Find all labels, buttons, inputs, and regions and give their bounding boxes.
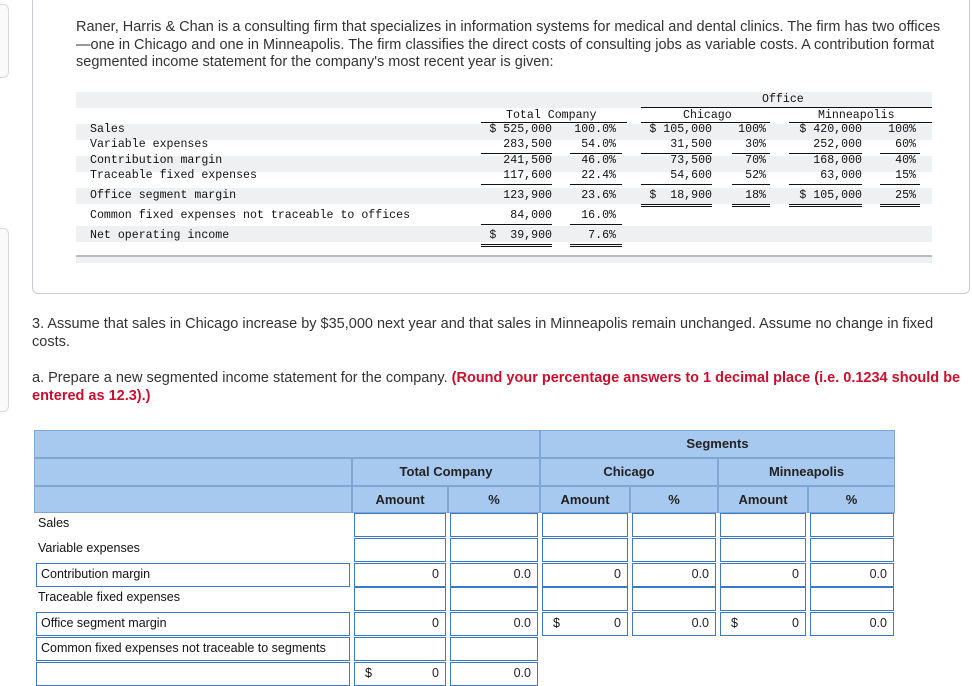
- total-percent-value: 0.0: [450, 563, 538, 587]
- stmt-value: 100.0%: [574, 123, 616, 136]
- dollar-sign: $: [553, 616, 560, 630]
- left-rail: [0, 0, 10, 682]
- col-total-company: Total Company: [506, 109, 597, 122]
- stmt-value: 60%: [895, 138, 916, 151]
- minneapolis-header: Minneapolis: [718, 458, 895, 486]
- chicago-percent-input[interactable]: [632, 538, 716, 562]
- stmt-label: Office segment margin: [90, 189, 237, 202]
- stmt-value: $ 105,000: [799, 189, 862, 202]
- stmt-value: 100%: [888, 123, 916, 136]
- office-header: Office: [762, 93, 804, 106]
- stmt-value: 252,000: [813, 138, 862, 151]
- minneapolis-percent-input[interactable]: [810, 513, 894, 537]
- rule: [570, 244, 622, 245]
- total-percent-input[interactable]: [450, 538, 538, 562]
- stmt-value: 283,500: [503, 138, 552, 151]
- stmt-value: 31,500: [670, 138, 712, 151]
- stmt-value: 123,900: [503, 189, 552, 202]
- header-blank: [34, 458, 352, 486]
- rule: [789, 184, 862, 185]
- row-label-common-fixed-expenses[interactable]: Common fixed expenses not traceable to segments: [36, 637, 350, 661]
- rule: [732, 204, 770, 205]
- col-minneapolis: Minneapolis: [818, 109, 895, 122]
- chicago-percent-value: 0.0: [632, 612, 716, 636]
- rule: [880, 204, 920, 205]
- col-chicago: Chicago: [683, 109, 732, 122]
- row-label-contribution-margin[interactable]: Contribution margin: [36, 563, 350, 587]
- question-a-text: a. Prepare a new segmented income statement for the company.: [32, 370, 448, 386]
- stmt-value: 15%: [895, 169, 916, 182]
- total-percent-input[interactable]: [450, 637, 538, 661]
- stmt-value: 52%: [745, 169, 766, 182]
- dollar-sign: $: [365, 666, 372, 680]
- chicago-amount-input[interactable]: [542, 587, 628, 611]
- stmt-value: 73,500: [670, 154, 712, 167]
- rule: [880, 206, 920, 207]
- total-percent-value: 0.0: [450, 612, 538, 636]
- stmt-value: $ 105,000: [649, 123, 712, 136]
- minneapolis-amount-input[interactable]: [720, 513, 806, 537]
- rule: [641, 184, 712, 185]
- rule: [570, 224, 622, 225]
- header-blank: [34, 430, 540, 458]
- minneapolis-amount-input[interactable]: [720, 587, 806, 611]
- given-income-statement: [76, 92, 932, 262]
- chicago-amount-value: 0: [542, 612, 628, 636]
- rule: [481, 244, 552, 245]
- total-amount-value: 0: [354, 612, 446, 636]
- row-label-sales: Sales: [38, 516, 70, 530]
- rule: [789, 204, 862, 205]
- minneapolis-percent-value: 0.0: [810, 612, 894, 636]
- minneapolis-amount-input[interactable]: [720, 538, 806, 562]
- chicago-percent-value: 0.0: [632, 563, 716, 587]
- stmt-value: 100%: [738, 123, 766, 136]
- stmt-value: 30%: [745, 138, 766, 151]
- row-label-traceable-fixed-expenses: Traceable fixed expenses: [38, 590, 180, 604]
- percent-header: %: [808, 486, 895, 513]
- rule: [732, 184, 770, 185]
- total-amount-input[interactable]: [354, 637, 446, 661]
- rail-tab[interactable]: [0, 228, 9, 412]
- row-label-office-segment-margin[interactable]: Office segment margin: [36, 612, 350, 636]
- stmt-value: 70%: [745, 154, 766, 167]
- minneapolis-percent-input[interactable]: [810, 538, 894, 562]
- chicago-amount-input[interactable]: [542, 513, 628, 537]
- stmt-value: 16.0%: [581, 209, 616, 222]
- minneapolis-amount-value: 0: [720, 612, 806, 636]
- amount-header: Amount: [540, 486, 630, 513]
- intro-paragraph: Raner, Harris & Chan is a consulting firm that specializes in information systems for medical and dental clinics. The firm has two offices—one in Chicago and one in Minneapolis. The firm classifies the direct costs of consulting jobs as variable costs. A contribution format segmented income statement for the company's most recent year is given:: [76, 19, 941, 70]
- amount-header: Amount: [718, 486, 808, 513]
- stmt-value: 22.4%: [581, 169, 616, 182]
- stmt-label: Traceable fixed expenses: [90, 169, 257, 182]
- total-percent-value: 0.0: [450, 662, 538, 686]
- rail-tab[interactable]: [0, 4, 9, 78]
- chicago-percent-input[interactable]: [632, 587, 716, 611]
- minneapolis-amount-value: 0: [720, 563, 806, 587]
- row-label-variable-expenses: Variable expenses: [38, 541, 140, 555]
- stmt-value: 23.6%: [581, 189, 616, 202]
- question-3: 3. Assume that sales in Chicago increase by $35,000 next year and that sales in Minneapolis remain unchanged. Assume no change in fixed costs.: [32, 316, 934, 350]
- stmt-value: $ 39,900: [489, 229, 552, 242]
- stmt-value: 241,500: [503, 154, 552, 167]
- stmt-value: 54.0%: [581, 138, 616, 151]
- rule: [641, 107, 932, 108]
- stmt-value: 84,000: [510, 209, 552, 222]
- segments-header: Segments: [540, 430, 895, 458]
- stmt-value: $ 525,000: [489, 123, 552, 136]
- total-percent-input[interactable]: [450, 587, 538, 611]
- minneapolis-percent-input[interactable]: [810, 587, 894, 611]
- blank-cell: [540, 637, 895, 661]
- stmt-value: 18%: [745, 189, 766, 202]
- rule: [641, 206, 712, 207]
- rule: [481, 224, 552, 225]
- dollar-sign: $: [731, 616, 738, 630]
- exhibit-bottom-rule: [76, 255, 932, 263]
- rule: [732, 206, 770, 207]
- rounding-instruction: (Round your percentage answers to 1 decimal place (i.e. 0.1234 should be entered as 12.3).): [32, 370, 961, 404]
- rule: [641, 204, 712, 205]
- rule: [570, 246, 622, 247]
- amount-header: Amount: [352, 486, 448, 513]
- stmt-value: 40%: [895, 154, 916, 167]
- total-amount-input[interactable]: [354, 587, 446, 611]
- total-amount-input[interactable]: [354, 538, 446, 562]
- chicago-amount-value: 0: [542, 563, 628, 587]
- stmt-value: 117,600: [503, 169, 552, 182]
- stmt-label: Net operating income: [90, 229, 230, 242]
- chicago-header: Chicago: [540, 458, 718, 486]
- stmt-value: 46.0%: [581, 154, 616, 167]
- total-amount-input[interactable]: [354, 513, 446, 537]
- stmt-label: Common fixed expenses not traceable to offices: [90, 209, 411, 222]
- rule: [570, 184, 622, 185]
- stmt-value: 63,000: [820, 169, 862, 182]
- question-a: [32, 369, 962, 405]
- stmt-value: 7.6%: [588, 229, 616, 242]
- stmt-value: 25%: [895, 189, 916, 202]
- stmt-value: 168,000: [813, 154, 862, 167]
- header-blank: [34, 486, 352, 513]
- percent-header: %: [448, 486, 540, 513]
- minneapolis-percent-value: 0.0: [810, 563, 894, 587]
- percent-header: %: [630, 486, 718, 513]
- stmt-label: Contribution margin: [90, 154, 223, 167]
- rule: [880, 184, 920, 185]
- stmt-label: Sales: [90, 123, 125, 136]
- row-label-net-operating-income[interactable]: [36, 662, 350, 686]
- stmt-value: $ 18,900: [649, 189, 712, 202]
- chicago-percent-input[interactable]: [632, 513, 716, 537]
- total-percent-input[interactable]: [450, 513, 538, 537]
- rule: [481, 246, 552, 247]
- stmt-value: $ 420,000: [799, 123, 862, 136]
- rule: [481, 184, 552, 185]
- total-amount-value: 0: [354, 563, 446, 587]
- total-company-header: Total Company: [352, 458, 540, 486]
- total-amount-value: 0: [354, 662, 446, 686]
- chicago-amount-input[interactable]: [542, 538, 628, 562]
- rule: [789, 206, 862, 207]
- stmt-value: 54,600: [670, 169, 712, 182]
- stmt-label: Variable expenses: [90, 138, 209, 151]
